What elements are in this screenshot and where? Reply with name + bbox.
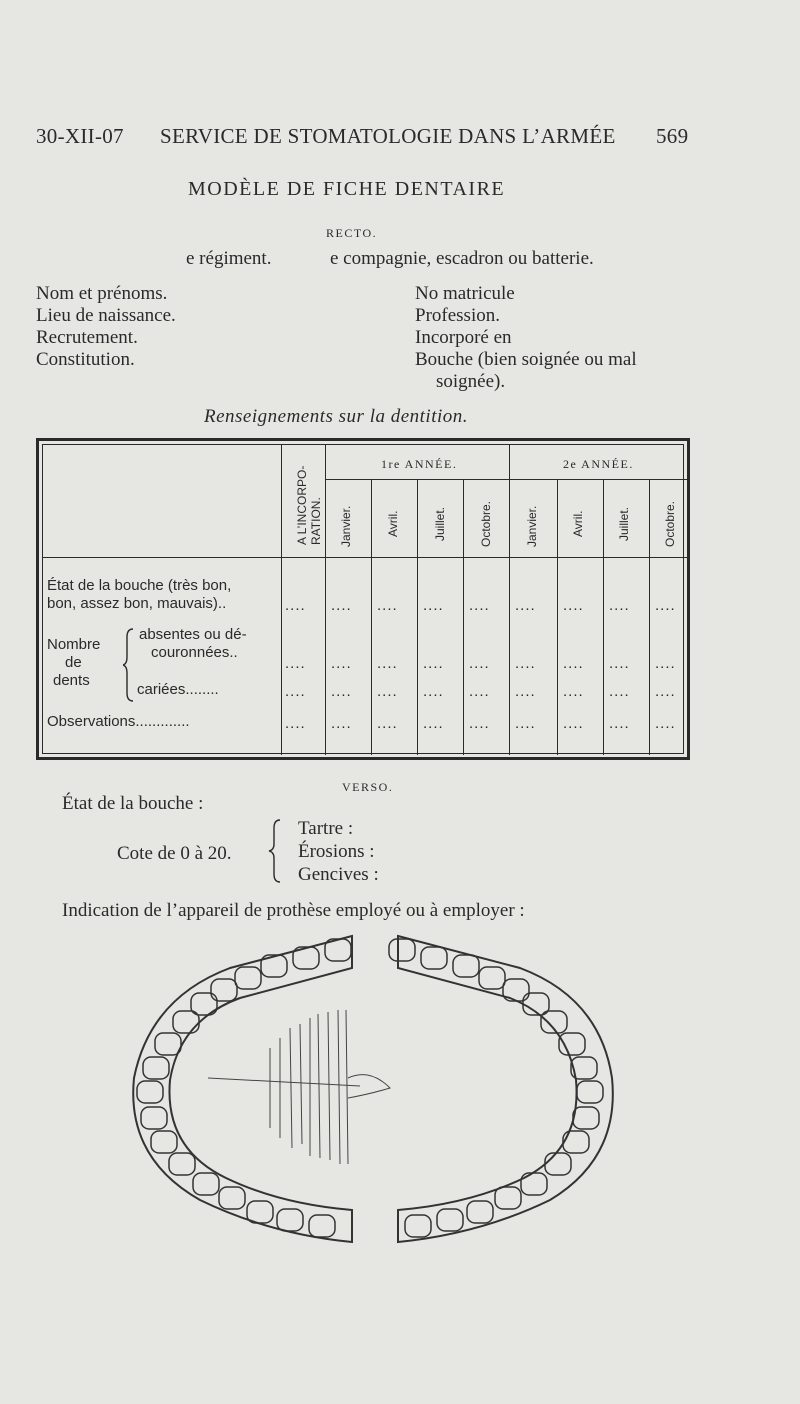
dot-cell: .... <box>655 715 676 732</box>
incorporation-header: A L’INCORPO- RATION. <box>295 465 323 545</box>
month-jul-2: Juillet. <box>617 506 631 541</box>
dot-cell: .... <box>377 715 398 732</box>
dot-cell: .... <box>423 683 444 700</box>
field-bouche: Bouche (bien soignée ou mal <box>415 349 637 370</box>
dot-cell: .... <box>377 597 398 614</box>
dot-cell: .... <box>515 683 536 700</box>
dot-cell: .... <box>563 655 584 672</box>
row-absentes-label-2: couronnées.. <box>151 644 238 661</box>
dot-cell: .... <box>469 597 490 614</box>
dot-cell: .... <box>655 597 676 614</box>
field-birthplace: Lieu de naissance. <box>36 305 176 326</box>
dot-cell: .... <box>331 655 352 672</box>
tartre-label: Tartre : <box>298 818 354 839</box>
brace-icon-verso <box>268 818 284 884</box>
dot-cell: .... <box>285 683 306 700</box>
row-state-label-1: État de la bouche (très bon, <box>47 577 232 594</box>
field-recruitment: Recrutement. <box>36 327 138 348</box>
year2-header: 2e ANNÉE. <box>563 457 634 471</box>
row-state-label-2: bon, assez bon, mauvais).. <box>47 595 227 612</box>
dot-cell: .... <box>331 715 352 732</box>
gencives-label: Gencives : <box>298 864 379 885</box>
dot-cell: .... <box>377 655 398 672</box>
dot-cell: .... <box>377 683 398 700</box>
dot-cell: .... <box>285 655 306 672</box>
dot-cell: .... <box>609 715 630 732</box>
field-bouche-cont: soignée). <box>436 371 506 392</box>
dot-cell: .... <box>469 683 490 700</box>
running-title: SERVICE DE STOMATOLOGIE DANS L’ARMÉE <box>160 124 616 148</box>
month-jul-1: Juillet. <box>433 506 447 541</box>
field-profession: Profession. <box>415 305 500 326</box>
row-absentes-label-1: absentes ou dé- <box>139 626 247 643</box>
brace-icon <box>123 627 137 703</box>
row-nombre-label: Nombre <box>47 636 101 653</box>
month-apr-2: Avril. <box>571 510 585 537</box>
row-de-label: de <box>65 654 82 671</box>
dot-cell: .... <box>331 597 352 614</box>
dot-cell: .... <box>609 683 630 700</box>
dentition-table <box>36 438 690 760</box>
dot-cell: .... <box>285 597 306 614</box>
verso-label: VERSO. <box>342 780 394 794</box>
dot-cell: .... <box>655 683 676 700</box>
dot-cell: .... <box>331 683 352 700</box>
company-label: e compagnie, escadron ou batterie. <box>330 248 594 269</box>
field-matricule: No matricule <box>415 283 515 304</box>
dot-cell: .... <box>285 715 306 732</box>
dot-cell: .... <box>469 655 490 672</box>
page-number: 569 <box>656 124 689 148</box>
dot-cell: .... <box>515 655 536 672</box>
dot-cell: .... <box>423 715 444 732</box>
month-apr-1: Avril. <box>386 510 400 537</box>
cote-label: Cote de 0 à 20. <box>117 843 232 864</box>
field-constitution: Constitution. <box>36 349 135 370</box>
month-oct-1: Octobre. <box>479 500 493 547</box>
dental-arch-diagram-icon <box>120 928 620 1254</box>
dot-cell: .... <box>563 597 584 614</box>
regiment-label: e régiment. <box>186 248 272 269</box>
dot-cell: .... <box>563 715 584 732</box>
dot-cell: .... <box>655 655 676 672</box>
recto-label: RECTO. <box>326 226 378 240</box>
table-title: Renseignements sur la dentition. <box>204 406 469 427</box>
erosions-label: Érosions : <box>298 841 375 862</box>
dot-cell: .... <box>469 715 490 732</box>
dot-cell: .... <box>609 655 630 672</box>
page-title: MODÈLE DE FICHE DENTAIRE <box>188 178 506 200</box>
etat-label: État de la bouche : <box>62 793 204 814</box>
dot-cell: .... <box>609 597 630 614</box>
row-caries-label: cariées........ <box>137 681 219 698</box>
dot-cell: .... <box>423 597 444 614</box>
dot-cell: .... <box>423 655 444 672</box>
indication-label: Indication de l’appareil de prothèse employé ou à employer : <box>62 900 525 921</box>
field-name: Nom et prénoms. <box>36 283 168 304</box>
dot-cell: .... <box>515 597 536 614</box>
header-date: 30-XII-07 <box>36 124 124 148</box>
row-dents-label: dents <box>53 672 90 689</box>
dot-cell: .... <box>563 683 584 700</box>
dot-cell: .... <box>515 715 536 732</box>
field-incorpore: Incorporé en <box>415 327 512 348</box>
month-jan-2: Janvier. <box>525 505 539 547</box>
month-oct-2: Octobre. <box>663 500 677 547</box>
year1-header: 1re ANNÉE. <box>381 457 458 471</box>
month-jan-1: Janvier. <box>339 505 353 547</box>
row-obs-label: Observations............. <box>47 713 190 730</box>
